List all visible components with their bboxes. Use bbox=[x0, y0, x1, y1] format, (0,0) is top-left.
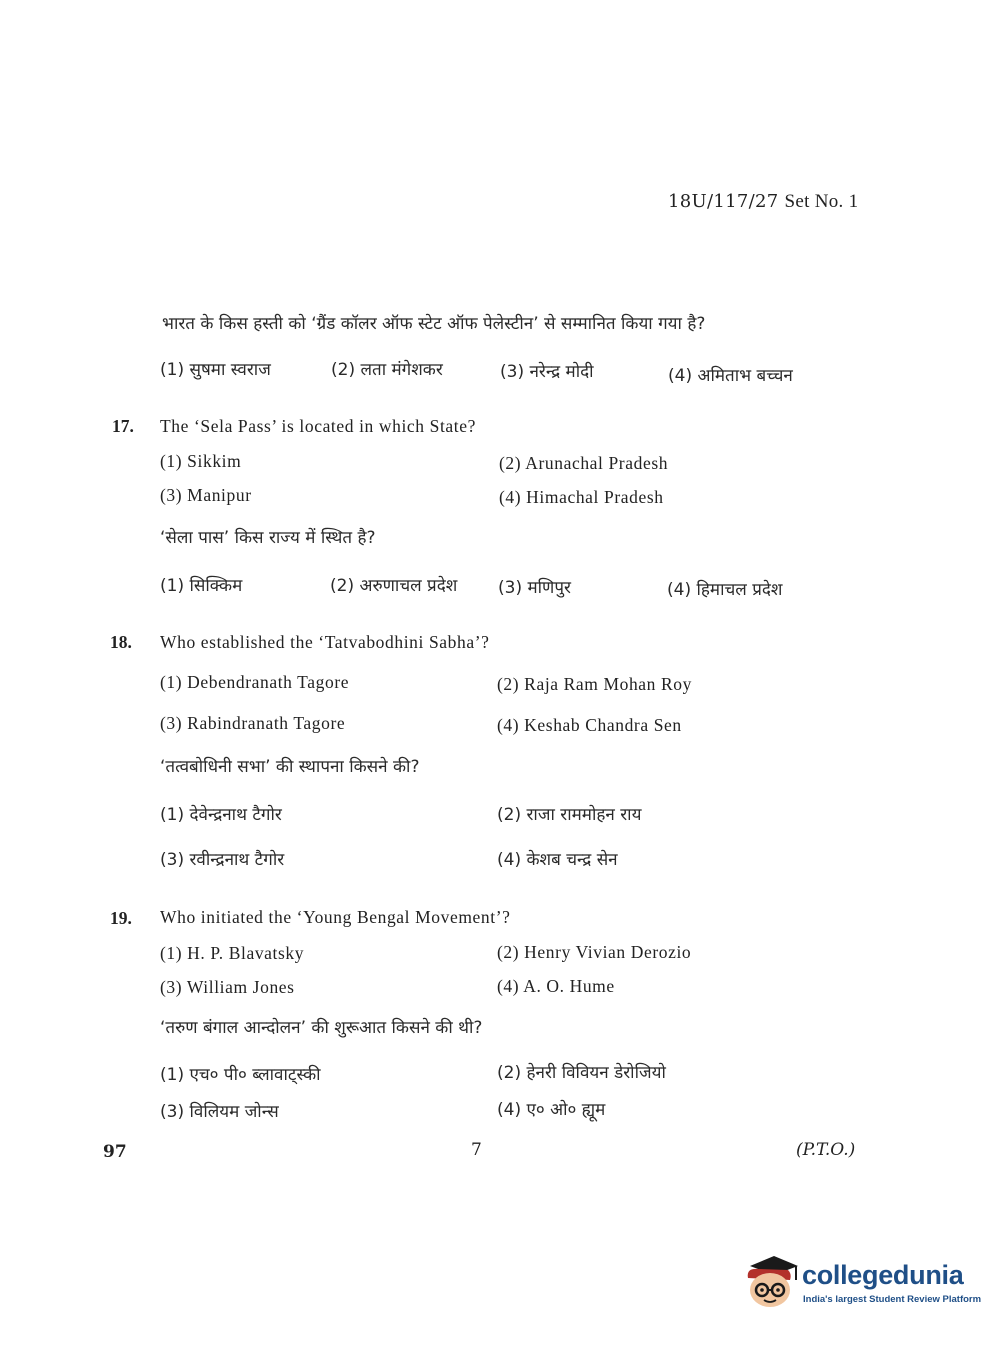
q18-option-3-hindi: (3) रवीन्द्रनाथ टैगोर bbox=[160, 850, 285, 870]
paper-code-number: 18U/117/27 bbox=[668, 191, 779, 212]
q19-question: Who initiated the ‘Young Bengal Movement’? bbox=[160, 907, 511, 927]
q18-option-2-hindi: (2) राजा राममोहन राय bbox=[497, 805, 642, 825]
q16-option-1-hindi: (1) सुषमा स्वराज bbox=[160, 360, 271, 380]
q19-option-4-hindi: (4) ए० ओ० ह्यूम bbox=[497, 1100, 606, 1120]
q17-question: The ‘Sela Pass’ is located in which State? bbox=[160, 416, 476, 436]
logo-name: collegedunia bbox=[802, 1260, 964, 1290]
q16-option-4-hindi: (4) अमिताभ बच्चन bbox=[668, 366, 793, 386]
q19-option-3: (3) William Jones bbox=[160, 977, 295, 997]
q18-option-4-hindi: (4) केशब चन्द्र सेन bbox=[497, 850, 618, 870]
q16-option-2-hindi: (2) लता मंगेशकर bbox=[331, 360, 443, 380]
mascot-icon bbox=[740, 1250, 802, 1312]
paper-code bbox=[668, 191, 858, 213]
logo-tagline: India's largest Student Review Platform bbox=[803, 1294, 982, 1305]
q19-option-2-hindi: (2) हेनरी विवियन डेरोजियो bbox=[497, 1063, 666, 1083]
q17-option-2-hindi: (2) अरुणाचल प्रदेश bbox=[330, 576, 458, 596]
pto-label: (P.T.O.) bbox=[796, 1140, 856, 1160]
collegedunia-logo[interactable] bbox=[740, 1250, 982, 1312]
q19-option-1: (1) H. P. Blavatsky bbox=[160, 943, 305, 963]
q17-option-3-hindi: (3) मणिपुर bbox=[498, 578, 571, 598]
q18-question-hindi: ‘तत्वबोधिनी सभा’ की स्थापना किसने की? bbox=[160, 757, 420, 777]
q18-option-2: (2) Raja Ram Mohan Roy bbox=[497, 674, 692, 694]
q16-question-hindi: भारत के किस हस्ती को ‘ग्रैंड कॉलर ऑफ स्टेट ऑफ पेलेस्टीन’ से सम्मानित किया गया है? bbox=[162, 314, 706, 334]
q17-question-hindi: ‘सेला पास’ किस राज्य में स्थित है? bbox=[160, 528, 376, 548]
q17-option-4: (4) Himachal Pradesh bbox=[499, 487, 664, 507]
q19-option-3-hindi: (3) विलियम जोन्स bbox=[160, 1102, 279, 1122]
q19-option-1-hindi: (1) एच० पी० ब्लावाट्स्की bbox=[160, 1065, 321, 1085]
q17-number: 17. bbox=[112, 416, 134, 436]
q19-option-2: (2) Henry Vivian Derozio bbox=[497, 942, 692, 962]
q18-option-1-hindi: (1) देवेन्द्रनाथ टैगोर bbox=[160, 805, 282, 825]
q17-option-4-hindi: (4) हिमाचल प्रदेश bbox=[667, 580, 783, 600]
q18-number: 18. bbox=[110, 632, 132, 652]
q17-option-2: (2) Arunachal Pradesh bbox=[499, 453, 669, 473]
q18-question: Who established the ‘Tatvabodhini Sabha’? bbox=[160, 632, 490, 652]
q18-option-3: (3) Rabindranath Tagore bbox=[160, 713, 346, 733]
q17-option-3: (3) Manipur bbox=[160, 485, 252, 505]
q17-option-1: (1) Sikkim bbox=[160, 451, 242, 471]
q19-question-hindi: ‘तरुण बंगाल आन्दोलन’ की शुरूआत किसने की थी? bbox=[160, 1018, 483, 1038]
set-number: Set No. 1 bbox=[784, 191, 859, 212]
footer-code: 97 bbox=[103, 1142, 127, 1162]
q19-number: 19. bbox=[110, 908, 132, 928]
q19-option-4: (4) A. O. Hume bbox=[497, 976, 615, 996]
q18-option-1: (1) Debendranath Tagore bbox=[160, 672, 350, 692]
q17-option-1-hindi: (1) सिक्किम bbox=[160, 576, 243, 596]
page-number: 7 bbox=[471, 1140, 482, 1160]
q16-option-3-hindi: (3) नरेन्द्र मोदी bbox=[500, 362, 594, 382]
q18-option-4: (4) Keshab Chandra Sen bbox=[497, 715, 682, 735]
